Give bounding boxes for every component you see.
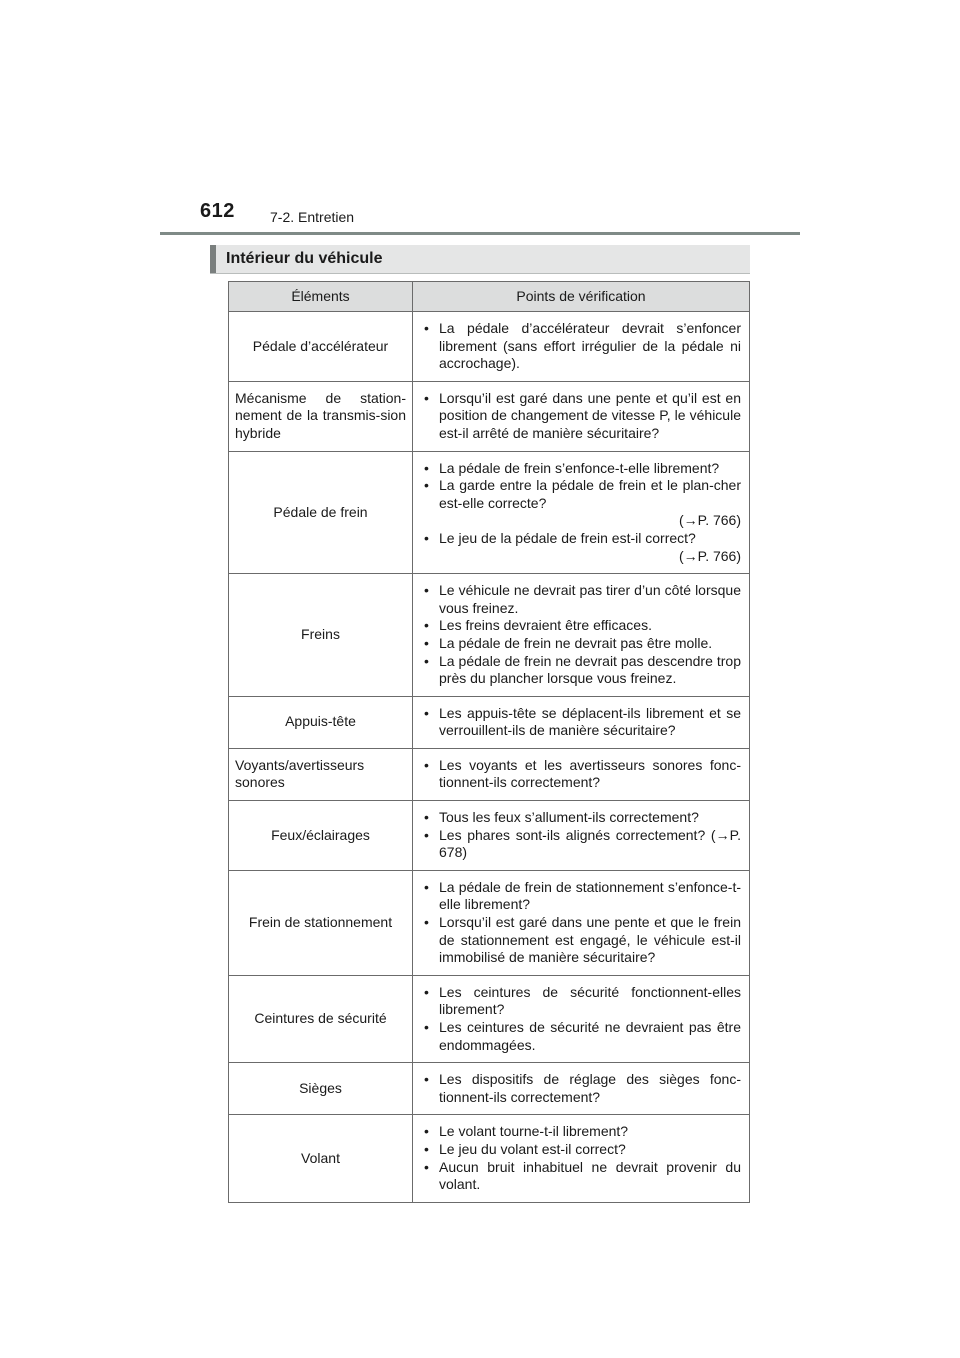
check-point: • Les ceintures de sécurité ne devraient pas être endommagées. — [421, 1019, 741, 1054]
row-item: Appuis-tête — [229, 696, 413, 748]
row-checks — [413, 312, 750, 382]
check-point — [421, 827, 741, 862]
check-point: • Lorsqu’il est garé dans une pente et qu’il est en position de changement de vitesse P, le véhicule est-il arrêté de manière sécuritaire? — [421, 390, 741, 443]
table-row — [229, 574, 750, 697]
page-number: 612 — [200, 200, 235, 222]
row-item: Feux/éclairages — [229, 801, 413, 871]
column-header-checks: Points de vérification — [413, 282, 750, 312]
row-checks — [413, 748, 750, 800]
section-title: Intérieur du véhicule — [226, 250, 383, 267]
check-point: • Les ceintures de sécurité fonctionnent-elles librement? — [421, 984, 741, 1019]
table-row — [229, 1115, 750, 1202]
check-point: • La pédale de frein ne devrait pas être molle. — [421, 635, 741, 653]
row-item: Pédale d’accélérateur — [229, 312, 413, 382]
table-row — [229, 381, 750, 451]
check-point: • Aucun bruit inhabituel ne devrait provenir du volant. — [421, 1159, 741, 1194]
check-point: • Le volant tourne-t-il librement? — [421, 1123, 741, 1141]
row-checks — [413, 801, 750, 871]
check-point: • Tous les feux s’allument-ils correctement? — [421, 809, 741, 827]
row-item: Pédale de frein — [229, 451, 413, 574]
check-point: • Les dispositifs de réglage des sièges fonc-tionnent-ils correctement? — [421, 1071, 741, 1106]
check-point: • La pédale de frein de stationnement s’enfonce-t-elle librement? — [421, 879, 741, 914]
row-checks — [413, 696, 750, 748]
table-row — [229, 801, 750, 871]
check-point — [421, 530, 741, 565]
chapter-label: 7-2. Entretien — [270, 209, 355, 225]
inspection-table — [228, 281, 750, 1203]
row-item: Voyants/avertisseurs sonores — [229, 748, 413, 800]
page-reference: (→P. 678) — [439, 826, 741, 861]
table-row — [229, 696, 750, 748]
check-point — [421, 477, 741, 530]
row-checks — [413, 1115, 750, 1202]
check-point: • La pédale de frein s’enfonce-t-elle librement? — [421, 460, 741, 478]
table-row — [229, 312, 750, 382]
column-header-items: Éléments — [229, 282, 413, 312]
check-point: • Les appuis-tête se déplacent-ils librement et se verrouillent-ils de manière sécuritaire? — [421, 705, 741, 740]
check-point-text: La garde entre la pédale de frein et le plan-cher est-elle correcte? — [439, 477, 741, 511]
check-point-text: Les phares sont-ils alignés correctement? — [439, 826, 706, 843]
row-item: Freins — [229, 574, 413, 697]
header-divider — [160, 232, 800, 235]
row-checks — [413, 975, 750, 1062]
row-checks — [413, 451, 750, 574]
row-checks — [413, 1063, 750, 1115]
page-reference: (→P. 766) — [679, 512, 741, 529]
table-row — [229, 975, 750, 1062]
check-point: • Le véhicule ne devrait pas tirer d’un côté lorsque vous freinez. — [421, 582, 741, 617]
check-point: • Les freins devraient être efficaces. — [421, 617, 741, 635]
row-item: Ceintures de sécurité — [229, 975, 413, 1062]
check-point: • Les voyants et les avertisseurs sonores fonc-tionnent-ils correctement? — [421, 757, 741, 792]
row-checks — [413, 381, 750, 451]
table-header-row — [229, 282, 750, 312]
check-point: • La pédale de frein ne devrait pas descendre trop près du plancher lorsque vous freinez. — [421, 653, 741, 688]
table-row — [229, 870, 750, 975]
row-item: Frein de stationnement — [229, 870, 413, 975]
row-checks — [413, 574, 750, 697]
row-item: Sièges — [229, 1063, 413, 1115]
row-checks — [413, 870, 750, 975]
check-point: • La pédale d’accélérateur devrait s’enfoncer librement (sans effort irrégulier de la pédale ni accrochage). — [421, 320, 741, 373]
check-point-text: Le jeu de la pédale de frein est-il correct? — [439, 529, 696, 546]
row-item: Volant — [229, 1115, 413, 1202]
page-reference: (→P. 766) — [679, 547, 741, 564]
check-point: • Le jeu du volant est-il correct? — [421, 1141, 741, 1159]
table-row — [229, 748, 750, 800]
table-row — [229, 1063, 750, 1115]
row-item: Mécanisme de station-nement de la transmis-sion hybride — [229, 381, 413, 451]
table-row — [229, 451, 750, 574]
section-header — [210, 245, 750, 274]
check-point: • Lorsqu’il est garé dans une pente et que le frein de stationnement est engagé, le véhicule est-il immobilisé de manière sécuritaire? — [421, 914, 741, 967]
